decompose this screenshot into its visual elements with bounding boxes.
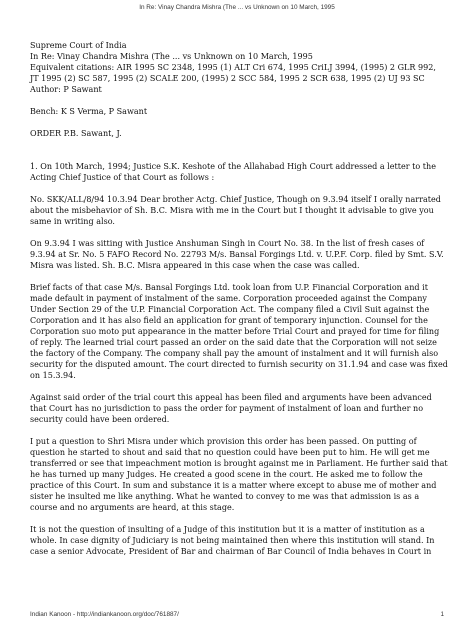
paragraph-5: Against said order of the trial court this appeal has been filed and arguments have been advanced that Court has no jurisdiction to pass the order for payment of instalment of loan and further no security could have been ordered. <box>30 393 432 424</box>
equivalent-citations-line-2: JT 1995 (2) SC 587, 1995 (2) SCALE 200, (1995) 2 SCC 584, 1995 2 SCR 638, 1995 (2) UJ 93 SC <box>30 74 425 83</box>
running-header-title: In Re: Vinay Chandra Mishra (The ... vs Unknown on 10 March, 1995 <box>139 4 335 11</box>
paragraph-6: I put a question to Shri Misra under which provision this order has been passed. On putting of question he started to shout and said that no question could have been put to him. He will get me transferred or see that impeachment motion is brought against me in Parliament. He further said that he has turned up many Judges. He created a good scene in the court. He asked me to follow the practice of this Court. In sum and substance it is a matter where except to abuse me of mother and sister he insulted me like anything. What he wanted to convey to me was that admission is as a course and no arguments are heard, at this stage. <box>30 437 448 512</box>
author-line: Author: P Sawant <box>30 85 102 94</box>
judgment-body <box>30 40 448 568</box>
paragraph-2: No. SKK/ALL/8/94 10.3.94 Dear brother Actg. Chief Justice, Though on 9.3.94 itself I orally narrated about the misbehavior of Sh. B.C. Misra with me in the Court but I thought it advisable to give you same in writing also. <box>30 195 441 226</box>
equivalent-citations-line-1: Equivalent citations: AIR 1995 SC 2348, 1995 (1) ALT Cri 674, 1995 CriLJ 3994, (1995) 2 GLR 992, <box>30 63 436 72</box>
footer-page-number: 1 <box>440 611 444 618</box>
footer-source-link[interactable]: Indian Kanoon - http://indiankanoon.org/doc/761887/ <box>30 611 179 618</box>
order-line: ORDER P.B. Sawant, J. <box>30 129 122 138</box>
paragraph-4: Brief facts of that case M/s. Bansal Forgings Ltd. took loan from U.P. Financial Corporation and it made default in payment of instalment of the same. Corporation proceeded against the Company Under Section 29 of the U.P. Financial Corporation Act. The company filed a Civil Suit against the Corporation and it has also field an application for grant of temporary injunction. Counsel for the Corporation suo moto put appearance in the matter before Trial Court and prayed for time for filing of reply. The learned trial court passed an order on the said date that the Corporation will not seize the factory of the Company. The company shall pay the amount of instalment and it will furnish also security for the disputed amount. The court directed to furnish security on 31.1.94 and case was fixed on 15.3.94. <box>30 283 448 380</box>
bench-line: Bench: K S Verma, P Sawant <box>30 107 148 116</box>
case-title: In Re: Vinay Chandra Mishra (The ... vs Unknown on 10 March, 1995 <box>30 52 313 61</box>
paragraph-3: On 9.3.94 I was sitting with Justice Anshuman Singh in Court No. 38. In the list of fresh cases of 9.3.94 at Sr. No. 5 FAFO Record No. 22793 M/s. Bansal Forgings Ltd. v. U.P.F. Corp. filed by Smt. S.V. Misra was listed. Sh. B.C. Misra appeared in this case when the case was called. <box>30 239 444 270</box>
case-metadata <box>30 40 448 139</box>
paragraph-1: 1. On 10th March, 1994; Justice S.K. Keshote of the Allahabad High Court addressed a letter to the Acting Chief Justice of that Court as follows : <box>30 162 436 182</box>
court-name: Supreme Court of India <box>30 41 127 50</box>
paragraph-7: It is not the question of insulting of a Judge of this institution but it is a matter of institution as a whole. In case dignity of Judiciary is not being maintained then where this institution will stand. In case a senior Advocate, President of Bar and chairman of Bar Council of India behaves in Court in <box>30 525 435 556</box>
